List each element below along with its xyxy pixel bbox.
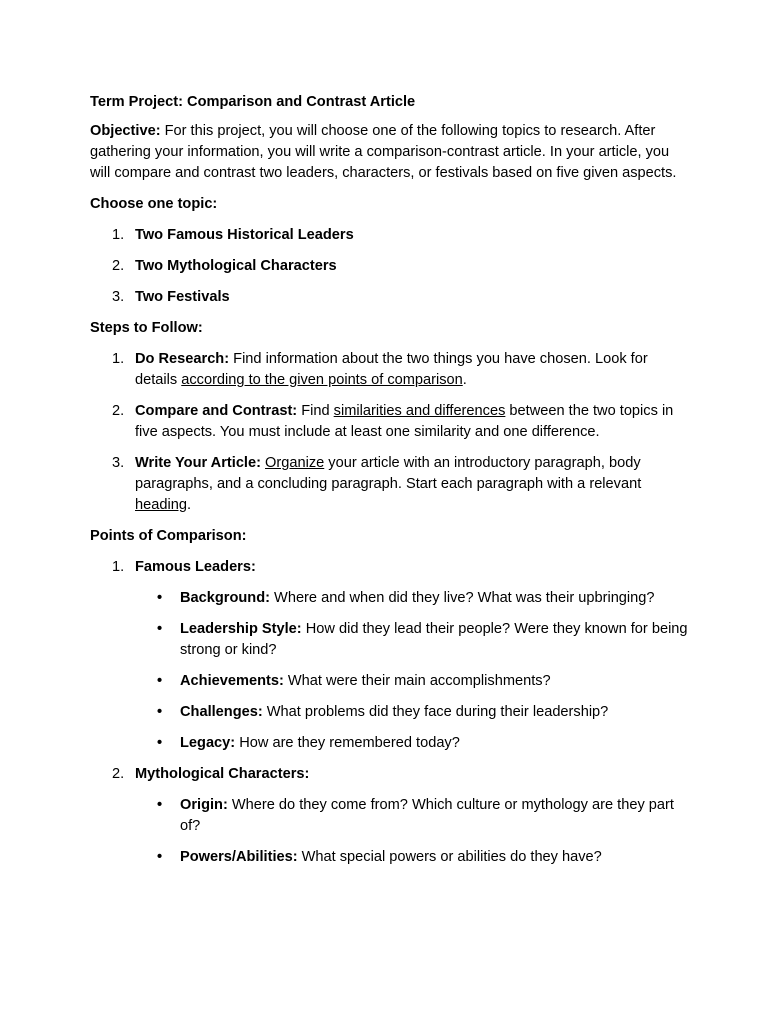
bullet-label: Background: [180,590,270,606]
choose-topic-heading: Choose one topic: [90,196,218,212]
list-item [90,764,690,785]
points-heading: Points of Comparison: [90,528,247,544]
categories-list [90,557,690,868]
list-number: 3. [112,455,125,471]
list-number: 2. [112,766,125,782]
underlined-text: heading [135,497,187,513]
category-label: Mythological Characters: [135,766,310,782]
bullet-icon: • [157,797,163,813]
steps-heading: Steps to Follow: [90,320,203,336]
step-label: Do Research: [135,351,230,367]
underlined-text: Organize [265,455,325,471]
step-label: Compare and Contrast: [135,403,298,419]
bullet-icon: • [157,849,163,865]
objective-text: For this project, you will choose one of the following topics to research. After gathering your information, you will write a comparison-contrast article. In your article, you will compare and contrast two leaders, characters, or festivals based on five given aspects. [90,123,677,181]
list-item [90,287,690,308]
list-item [90,557,690,578]
bullet-label: Achievements: [180,673,284,689]
list-number: 3. [112,289,125,305]
document-title: Term Project: Comparison and Contrast Article [90,94,416,110]
bullet-item: • Origin: Where do they come from? Which culture or mythology are they part of? [157,797,674,834]
bullet-item: • Legacy: How are they remembered today? [90,733,690,754]
category-label: Famous Leaders: [135,559,256,575]
bullet-icon: • [157,704,163,720]
bullet-list [90,588,690,754]
bullet-label: Leadership Style: [180,621,302,637]
bullet-icon: • [157,621,163,637]
list-item [90,256,690,277]
bullet-icon: • [157,735,163,751]
document-page [90,92,690,878]
list-item [90,225,690,246]
bullet-item: • Powers/Abilities: What special powers or abilities do they have? [90,847,690,868]
bullet-icon: • [157,590,163,606]
list-number: 2. [112,258,125,274]
underlined-text: similarities and differences [333,403,506,419]
list-item: 1. Do Research: Find information about the two things you have chosen. Look for details according to the given points of comparison. [112,351,648,388]
bullet-item: • Leadership Style: How did they lead their people? Were they known for being strong or kind? [157,621,688,658]
bullet-item: • Background: Where and when did they live? What was their upbringing? [90,588,690,609]
bullet-label: Origin: [180,797,228,813]
bullet-list [90,795,690,868]
objective-label: Objective: [90,123,161,139]
steps-list [90,349,690,516]
bullet-item: • Achievements: What were their main accomplishments? [90,671,690,692]
list-item: 3. Write Your Article: Organize your article with an introductory paragraph, body paragraphs, and a concluding paragraph. Start each paragraph with a relevant heading. [112,455,642,513]
list-number: 1. [112,227,125,243]
list-number: 1. [112,351,125,367]
topic-label: Two Famous Historical Leaders [135,227,354,243]
bullet-item: • Challenges: What problems did they face during their leadership? [90,702,690,723]
bullet-label: Challenges: [180,704,263,720]
list-item: 2. Compare and Contrast: Find similarities and differences between the two topics in five aspects. You must include at least one similarity and one difference. [112,403,674,440]
list-number: 2. [112,403,125,419]
bullet-label: Powers/Abilities: [180,849,298,865]
bullet-label: Legacy: [180,735,236,751]
topic-label: Two Festivals [135,289,230,305]
topic-list [90,225,690,308]
step-label: Write Your Article: [135,455,261,471]
list-number: 1. [112,559,125,575]
bullet-icon: • [157,673,163,689]
objective-paragraph [90,121,690,184]
topic-label: Two Mythological Characters [135,258,337,274]
underlined-text: according to the given points of comparison [181,372,463,388]
